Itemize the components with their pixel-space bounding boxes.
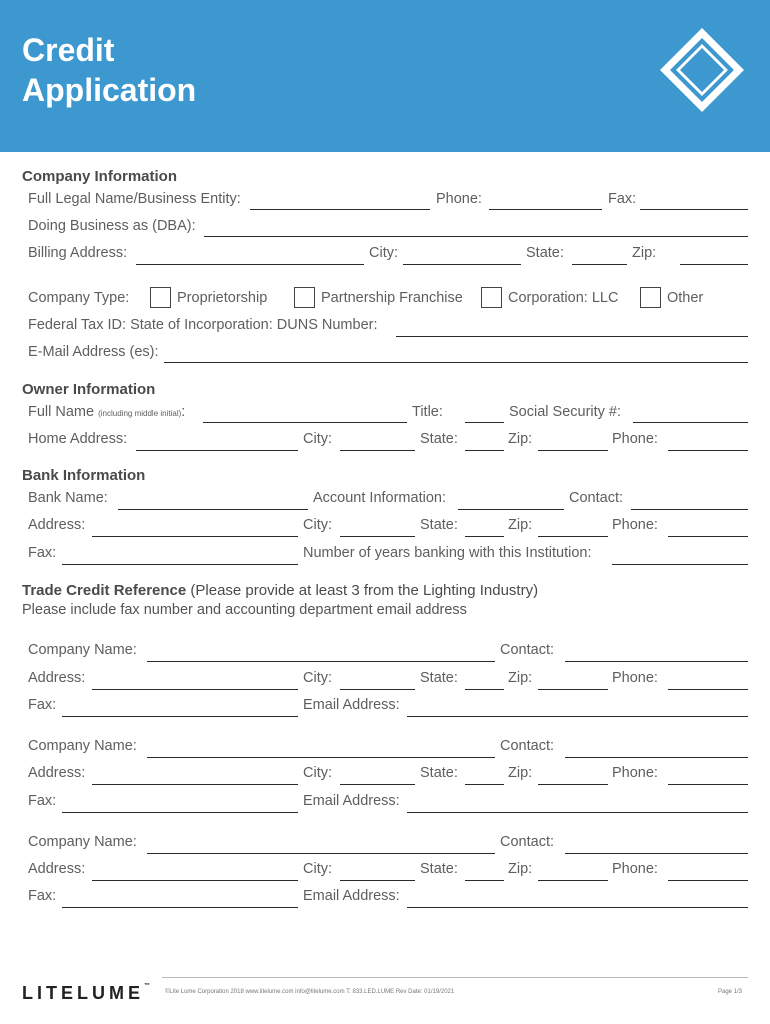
ref3-zip-field[interactable] — [538, 880, 608, 881]
ssn-label: Social Security #: — [509, 404, 622, 420]
bank-name-label: Bank Name: — [28, 490, 108, 506]
owner-phone-field[interactable] — [668, 450, 748, 451]
footer-info: ©Lite Lume Corporation 2018 www.litelume.com info@litelume.com T: 833.LED.LUME Rev Date: 01/19/2021 — [165, 989, 455, 995]
ref1-address-label: Address: — [28, 670, 86, 686]
ref3-phone-field[interactable] — [668, 880, 748, 881]
ref1-address-field[interactable] — [92, 689, 298, 690]
trade-heading: Trade Credit Reference (Please provide at least 3 from the Lighting Industry) — [22, 582, 539, 599]
company-type-label: Company Type: — [28, 290, 130, 306]
owner-heading: Owner Information — [22, 381, 156, 398]
ref1-phone-label: Phone: — [612, 670, 658, 686]
ref2-city-field[interactable] — [340, 784, 415, 785]
ref2-phone-label: Phone: — [612, 765, 658, 781]
owner-title-field[interactable] — [465, 422, 504, 423]
bank-address-field[interactable] — [92, 536, 298, 537]
zip-field[interactable] — [680, 264, 748, 265]
phone-field[interactable] — [489, 209, 602, 210]
ref1-fax-field[interactable] — [62, 716, 298, 717]
home-address-field[interactable] — [136, 450, 298, 451]
page-title: Credit Application — [22, 32, 197, 108]
ref2-contact-field[interactable] — [565, 757, 748, 758]
proprietorship-checkbox[interactable] — [150, 287, 171, 308]
owner-title-label: Title: — [412, 404, 443, 420]
ref3-address-field[interactable] — [92, 880, 298, 881]
dba-field[interactable] — [204, 236, 748, 237]
ref2-contact-label: Contact: — [500, 738, 554, 754]
ref2-address-field[interactable] — [92, 784, 298, 785]
tax-id-label: Federal Tax ID: State of Incorporation: DUNS Number: — [28, 317, 378, 333]
ref1-company-label: Company Name: — [28, 642, 137, 658]
full-name-field[interactable] — [203, 422, 407, 423]
owner-city-label: City: — [303, 431, 332, 447]
bank-phone-label: Phone: — [612, 517, 658, 533]
header-banner — [0, 0, 770, 152]
diamond-icon — [658, 26, 746, 114]
ref1-company-field[interactable] — [147, 661, 495, 662]
bank-address-label: Address: — [28, 517, 86, 533]
ref2-email-label: Email Address: — [303, 793, 400, 809]
other-label: Other — [667, 290, 704, 306]
years-banking-label: Number of years banking with this Institution: — [303, 545, 592, 561]
bank-zip-field[interactable] — [538, 536, 608, 537]
partnership-label: Partnership Franchise — [321, 290, 463, 306]
billing-label: Billing Address: — [28, 245, 128, 261]
bank-name-field[interactable] — [118, 509, 308, 510]
brand-logo: LITELUME™ — [22, 983, 150, 1003]
zip-label: Zip: — [632, 245, 657, 261]
bank-fax-field[interactable] — [62, 564, 298, 565]
owner-zip-label: Zip: — [508, 431, 533, 447]
footer-divider — [162, 977, 748, 978]
ref2-zip-field[interactable] — [538, 784, 608, 785]
ref2-address-label: Address: — [28, 765, 86, 781]
tax-id-field[interactable] — [396, 336, 748, 337]
ref1-contact-label: Contact: — [500, 642, 554, 658]
fax-field[interactable] — [640, 209, 748, 210]
ref1-email-field[interactable] — [407, 716, 748, 717]
corporation-checkbox[interactable] — [481, 287, 502, 308]
ref3-fax-label: Fax: — [28, 888, 57, 904]
owner-state-field[interactable] — [465, 450, 504, 451]
legal-name-field[interactable] — [250, 209, 430, 210]
ref3-zip-label: Zip: — [508, 861, 533, 877]
ref3-company-field[interactable] — [147, 853, 495, 854]
ref3-phone-label: Phone: — [612, 861, 658, 877]
other-checkbox[interactable] — [640, 287, 661, 308]
ref3-city-field[interactable] — [340, 880, 415, 881]
ref1-zip-label: Zip: — [508, 670, 533, 686]
ref2-phone-field[interactable] — [668, 784, 748, 785]
ref2-fax-field[interactable] — [62, 812, 298, 813]
ref3-email-label: Email Address: — [303, 888, 400, 904]
bank-fax-label: Fax: — [28, 545, 57, 561]
bank-city-field[interactable] — [340, 536, 415, 537]
bank-state-field[interactable] — [465, 536, 504, 537]
proprietorship-label: Proprietorship — [177, 290, 268, 306]
dba-label: Doing Business as (DBA): — [28, 218, 196, 234]
ref1-phone-field[interactable] — [668, 689, 748, 690]
bank-city-label: City: — [303, 517, 332, 533]
ref3-state-field[interactable] — [465, 880, 504, 881]
state-label: State: — [526, 245, 564, 261]
owner-city-field[interactable] — [340, 450, 415, 451]
full-name-label: Full Name (including middle initial): — [28, 404, 186, 420]
account-info-label: Account Information: — [313, 490, 446, 506]
ref1-state-label: State: — [420, 670, 458, 686]
ref1-fax-label: Fax: — [28, 697, 57, 713]
corporation-label: Corporation: LLC — [508, 290, 619, 306]
fax-label: Fax: — [608, 191, 637, 207]
ref2-company-field[interactable] — [147, 757, 495, 758]
ref2-state-label: State: — [420, 765, 458, 781]
ref1-email-label: Email Address: — [303, 697, 400, 713]
page-number: Page 1/3 — [718, 989, 743, 995]
ref2-state-field[interactable] — [465, 784, 504, 785]
bank-heading: Bank Information — [22, 467, 146, 484]
ref2-city-label: City: — [303, 765, 332, 781]
partnership-checkbox[interactable] — [294, 287, 315, 308]
ref3-address-label: Address: — [28, 861, 86, 877]
home-address-label: Home Address: — [28, 431, 128, 447]
bank-contact-label: Contact: — [569, 490, 623, 506]
bank-contact-field[interactable] — [631, 509, 748, 510]
email-field[interactable] — [164, 362, 748, 363]
ref3-email-field[interactable] — [407, 907, 748, 908]
state-field[interactable] — [572, 264, 627, 265]
company-heading: Company Information — [22, 168, 178, 185]
ref1-contact-field[interactable] — [565, 661, 748, 662]
phone-label: Phone: — [436, 191, 482, 207]
city-field[interactable] — [403, 264, 521, 265]
legal-name-label: Full Legal Name/Business Entity: — [28, 191, 241, 207]
ref3-city-label: City: — [303, 861, 332, 877]
bank-zip-label: Zip: — [508, 517, 533, 533]
ref3-contact-field[interactable] — [565, 853, 748, 854]
ref1-city-label: City: — [303, 670, 332, 686]
account-info-field[interactable] — [458, 509, 564, 510]
owner-phone-label: Phone: — [612, 431, 658, 447]
ref3-fax-field[interactable] — [62, 907, 298, 908]
trade-subtext: Please include fax number and accounting department email address — [22, 602, 467, 618]
ref2-email-field[interactable] — [407, 812, 748, 813]
billing-field[interactable] — [136, 264, 364, 265]
bank-state-label: State: — [420, 517, 458, 533]
ref2-fax-label: Fax: — [28, 793, 57, 809]
ref3-contact-label: Contact: — [500, 834, 554, 850]
ref2-company-label: Company Name: — [28, 738, 137, 754]
ref3-company-label: Company Name: — [28, 834, 137, 850]
city-label: City: — [369, 245, 398, 261]
email-label: E-Mail Address (es): — [28, 344, 159, 360]
ref1-zip-field[interactable] — [538, 689, 608, 690]
ssn-field[interactable] — [633, 422, 748, 423]
ref1-state-field[interactable] — [465, 689, 504, 690]
bank-phone-field[interactable] — [668, 536, 748, 537]
ref3-state-label: State: — [420, 861, 458, 877]
years-banking-field[interactable] — [612, 564, 748, 565]
owner-zip-field[interactable] — [538, 450, 608, 451]
ref2-zip-label: Zip: — [508, 765, 533, 781]
owner-state-label: State: — [420, 431, 458, 447]
ref1-city-field[interactable] — [340, 689, 415, 690]
